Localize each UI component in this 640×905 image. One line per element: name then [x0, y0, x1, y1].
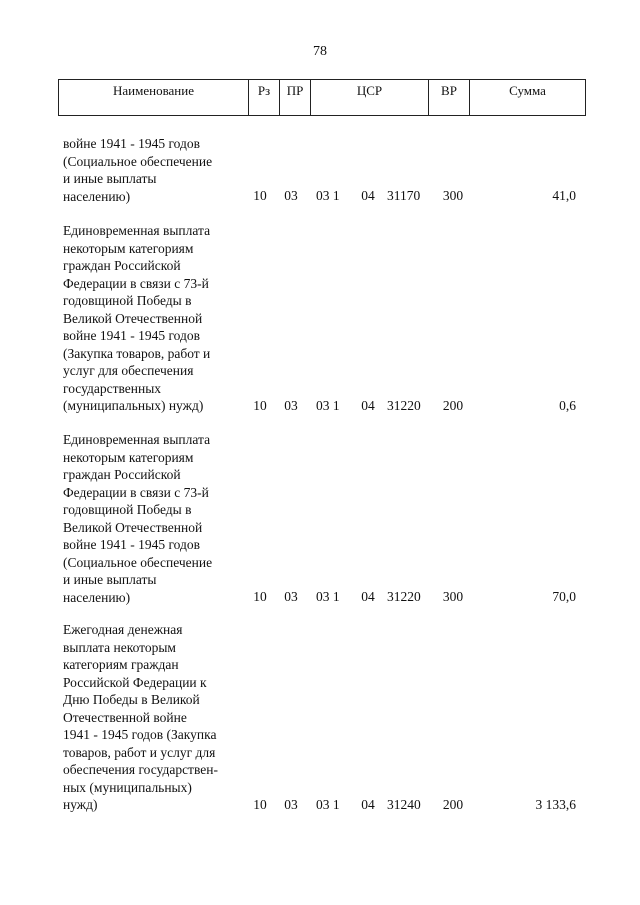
header-vr: ВР [429, 80, 470, 115]
cell-sum: 3 133,6 [535, 797, 576, 812]
cell-rz: 10 [253, 398, 267, 413]
cell-sum: 41,0 [552, 188, 576, 203]
cell-sum: 70,0 [552, 589, 576, 604]
cell-csr-subprogram: 04 [361, 188, 375, 203]
header-pr: ПР [280, 80, 311, 115]
cell-csr-program: 03 1 [316, 589, 340, 604]
cell-pr: 03 [284, 398, 298, 413]
row-name: Ежегодная денежная выплата некоторым категориям граждан Российской Федерации к Дню Победы в Великой Отечественной войне 1941 - 1945 годов (Закупка товаров, работ и услуг для обеспечения государствен- ных (муниципальных) нужд) [63, 622, 218, 812]
cell-pr: 03 [284, 589, 298, 604]
cell-rz: 10 [253, 589, 267, 604]
cell-csr-direction: 31170 [387, 188, 421, 203]
cell-vr: 300 [442, 188, 464, 203]
row-name: войне 1941 - 1945 годов (Социальное обеспечение и иные выплаты населению) [63, 136, 213, 204]
cell-pr: 03 [284, 188, 298, 203]
cell-rz: 10 [253, 797, 267, 812]
header-rz: Рз [249, 80, 280, 115]
cell-csr-direction: 31220 [387, 589, 421, 604]
cell-vr: 200 [442, 797, 464, 812]
row-name: Единовременная выплата некоторым категориям граждан Российской Федерации в связи с 73-й годовщиной Победы в Великой Отечественной войне 1941 - 1945 годов (Закупка товаров, работ и услуг для обеспечения государственных (муниципальных) нужд) [63, 223, 211, 413]
cell-vr: 200 [442, 398, 464, 413]
cell-csr-subprogram: 04 [361, 398, 375, 413]
row-name: Единовременная выплата некоторым категориям граждан Российской Федерации в связи с 73-й годовщиной Победы в Великой Отечественной войне 1941 - 1945 годов (Социальное обеспечение и иные выплаты населению) [63, 432, 213, 605]
cell-csr-direction: 31240 [387, 797, 421, 812]
cell-csr-program: 03 1 [316, 398, 340, 413]
header-csr: ЦСР [311, 80, 429, 115]
header-name: Наименование [59, 80, 249, 115]
page-number: 78 [313, 44, 327, 59]
table-header [58, 79, 586, 116]
cell-rz: 10 [253, 188, 267, 203]
cell-csr-subprogram: 04 [361, 589, 375, 604]
cell-vr: 300 [442, 589, 464, 604]
header-sum: Сумма [509, 83, 546, 98]
cell-csr-program: 03 1 [316, 188, 340, 203]
cell-csr-direction: 31220 [387, 398, 421, 413]
cell-csr-program: 03 1 [316, 797, 340, 812]
cell-csr-subprogram: 04 [361, 797, 375, 812]
cell-sum: 0,6 [559, 398, 576, 413]
cell-pr: 03 [284, 797, 298, 812]
